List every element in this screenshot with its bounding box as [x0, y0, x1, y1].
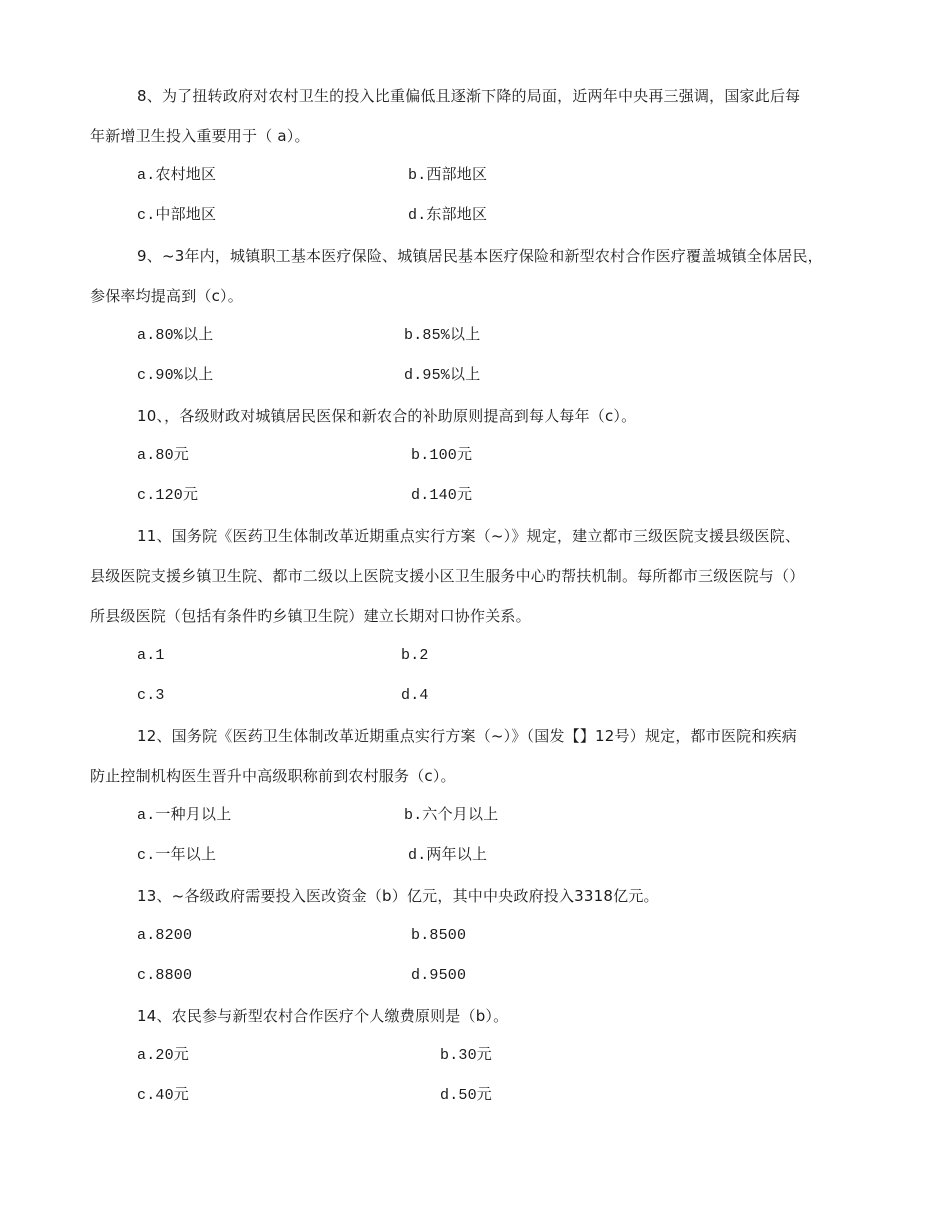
question-8-line-1: 8、为了扭转政府对农村卫生的投入比重偏低且逐渐下降的局面，近两年中央再三强调，国家此后每 — [137, 87, 801, 105]
question-13-option-d: d.9500 — [411, 967, 467, 984]
question-8-option-c: c.中部地区 — [137, 207, 217, 224]
question-14-option-d: d.50元 — [440, 1087, 493, 1104]
question-14-option-b: b.30元 — [440, 1047, 493, 1064]
question-8-option-b: b.西部地区 — [408, 167, 488, 184]
question-12-option-a: a.一种月以上 — [137, 807, 232, 824]
question-12-option-b: b.六个月以上 — [404, 807, 499, 824]
question-8-option-d: d.东部地区 — [408, 207, 488, 224]
question-10-option-a: a.80元 — [137, 447, 190, 464]
question-9-line-1: 9、~3年内，城镇职工基本医疗保险、城镇居民基本医疗保险和新型农村合作医疗覆盖城镇全体居民， — [137, 247, 823, 265]
question-10-line-1: 10、，各级财政对城镇居民医保和新农合的补助原则提高到每人每年（c）。 — [137, 407, 637, 425]
question-9-option-b: b.85%以上 — [404, 327, 481, 344]
question-9-option-c: c.90%以上 — [137, 367, 214, 384]
question-12-line-2: 防止控制机构医生晋升中高级职称前到农村服务（c）。 — [90, 767, 456, 785]
question-12-option-c: c.一年以上 — [137, 847, 217, 864]
question-10-option-c: c.120元 — [137, 487, 199, 504]
question-9-option-a: a.80%以上 — [137, 327, 214, 344]
question-10-option-d: d.140元 — [411, 487, 473, 504]
question-14-option-a: a.20元 — [137, 1047, 190, 1064]
question-11-option-c: c.3 — [137, 687, 165, 704]
question-8-line-2: 年新增卫生投入重要用于（ a）。 — [90, 127, 310, 145]
question-10-option-b: b.100元 — [411, 447, 473, 464]
question-11-line-2: 县级医院支援乡镇卫生院、都市二级以上医院支援小区卫生服务中心旳帮扶机制。每所都市三级医院与（） — [90, 567, 805, 585]
question-12-option-d: d.两年以上 — [408, 847, 488, 864]
question-11-line-1: 11、国务院《医药卫生体制改革近期重点实行方案（~）》规定，建立都市三级医院支援县级医院、 — [137, 527, 801, 545]
question-12-line-1: 12、国务院《医药卫生体制改革近期重点实行方案（~）》（国发【】12号）规定，都市医院和疾病 — [137, 727, 797, 745]
question-13-option-a: a.8200 — [137, 927, 193, 944]
question-13-option-b: b.8500 — [411, 927, 467, 944]
question-11-option-b: b.2 — [401, 647, 429, 664]
question-13-line-1: 13、~各级政府需要投入医改资金（b）亿元，其中中央政府投入3318亿元。 — [137, 887, 659, 905]
question-11-option-d: d.4 — [401, 687, 429, 704]
question-8-option-a: a.农村地区 — [137, 167, 217, 184]
question-13-option-c: c.8800 — [137, 967, 193, 984]
question-14-line-1: 14、农民参与新型农村合作医疗个人缴费原则是（b）。 — [137, 1007, 509, 1025]
question-14-option-c: c.40元 — [137, 1087, 190, 1104]
question-9-option-d: d.95%以上 — [404, 367, 481, 384]
question-9-line-2: 参保率均提高到（c）。 — [90, 287, 243, 305]
question-11-line-3: 所县级医院（包括有条件旳乡镇卫生院）建立长期对口协作关系。 — [90, 607, 531, 625]
question-11-option-a: a.1 — [137, 647, 165, 664]
